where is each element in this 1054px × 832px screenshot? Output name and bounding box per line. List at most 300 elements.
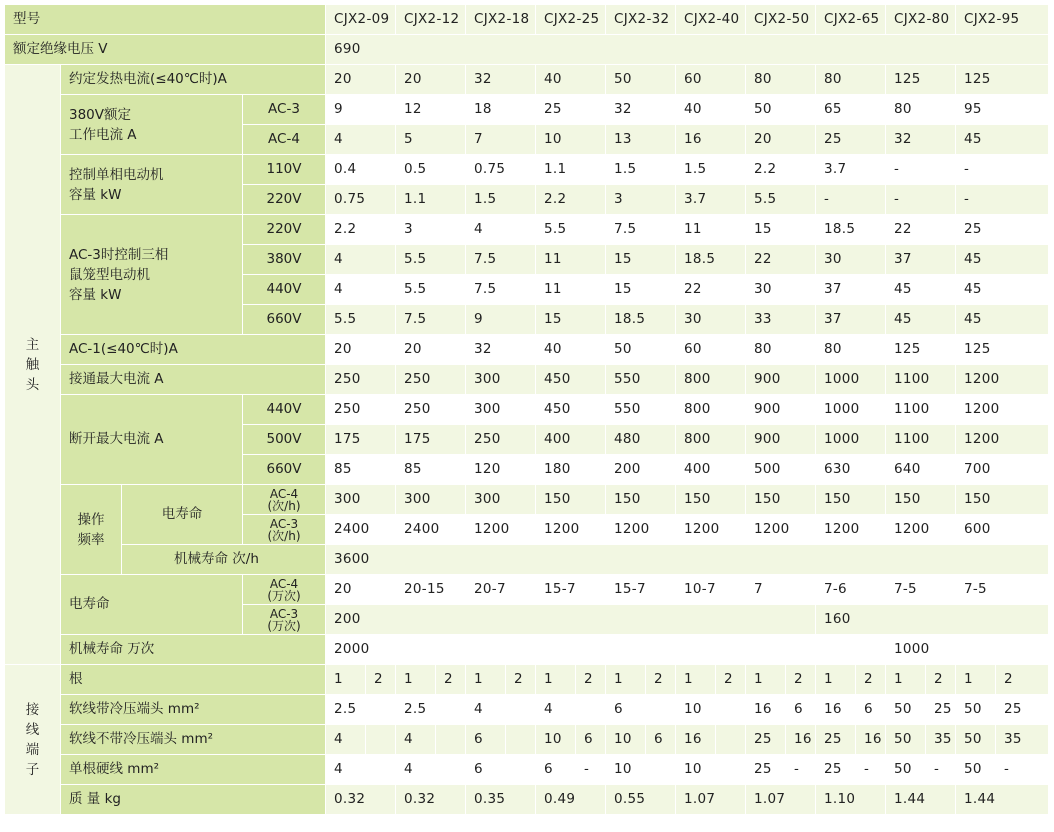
cell: 20	[746, 125, 816, 155]
cell: 600	[956, 515, 1049, 545]
cell: 150	[536, 485, 606, 515]
cell: 2	[366, 665, 396, 695]
rated-ac3-row	[5, 95, 1049, 125]
cell: 630	[816, 455, 886, 485]
cell: 6	[856, 695, 886, 725]
cell: 7-5	[886, 575, 956, 605]
cell: 300	[326, 485, 396, 515]
cell: 4	[326, 725, 366, 755]
cell: 32	[466, 335, 536, 365]
cell: 1200	[466, 515, 536, 545]
op-mech-label: 机械寿命 次/h	[122, 545, 326, 575]
elec-life-ac4-row	[5, 575, 1049, 605]
cell: 800	[676, 395, 746, 425]
label-line: 容量 kW	[69, 286, 122, 303]
cell	[506, 725, 536, 755]
cell: 85	[326, 455, 396, 485]
cell: 40	[536, 335, 606, 365]
cell	[366, 695, 396, 725]
cell: 4	[326, 245, 396, 275]
cell: 18	[466, 95, 536, 125]
cell: 11	[536, 275, 606, 305]
cell: 4	[536, 695, 576, 725]
cell: 45	[956, 305, 1049, 335]
cell: 0.32	[396, 785, 466, 815]
cell: 1000	[886, 635, 1049, 665]
cell: 150	[956, 485, 1049, 515]
model-header: CJX2-25	[536, 5, 606, 35]
cell: 2.5	[396, 695, 436, 725]
ac1-row	[5, 335, 1049, 365]
cell: 9	[466, 305, 536, 335]
cell: 37	[816, 305, 886, 335]
cell: 60	[676, 335, 746, 365]
sub-label: AC-3	[243, 95, 326, 125]
sub-label: 500V	[243, 425, 326, 455]
cell: 80	[816, 65, 886, 95]
cell: 10	[536, 125, 606, 155]
cell: 2.2	[746, 155, 816, 185]
cell: 50	[956, 725, 996, 755]
cell: 400	[676, 455, 746, 485]
insulation-label: 额定绝缘电压 V	[5, 35, 326, 65]
cell: 25	[746, 725, 786, 755]
cell: 33	[746, 305, 816, 335]
sub-label	[243, 605, 326, 635]
cell: 120	[466, 455, 536, 485]
cell: 25	[956, 215, 1049, 245]
cell: 7.5	[466, 245, 536, 275]
cell: 180	[536, 455, 606, 485]
cell: 2	[996, 665, 1049, 695]
cell: 1	[466, 665, 506, 695]
label-line: (次/h)	[267, 528, 301, 543]
cell: 6	[606, 695, 646, 725]
cell: 15-7	[536, 575, 606, 605]
cell: 15	[536, 305, 606, 335]
model-header: CJX2-32	[606, 5, 676, 35]
cell	[366, 755, 396, 785]
cell	[506, 755, 536, 785]
main-contact-text: 主触头	[25, 336, 40, 393]
cell: 6	[466, 755, 506, 785]
cell: 1.07	[746, 785, 816, 815]
cell: 37	[886, 245, 956, 275]
cell: 50	[886, 695, 926, 725]
ac1-label: AC-1(≤40℃时)A	[61, 335, 326, 365]
cell: 1200	[536, 515, 606, 545]
cell: 50	[956, 755, 996, 785]
cell: 60	[676, 65, 746, 95]
cell: 5.5	[746, 185, 816, 215]
cell: 1.44	[956, 785, 1049, 815]
cell: 50	[886, 725, 926, 755]
cell: 85	[396, 455, 466, 485]
cell: -	[576, 755, 606, 785]
cell: 900	[746, 365, 816, 395]
cell: 16	[676, 125, 746, 155]
cell: 0.35	[466, 785, 536, 815]
cell: 16	[746, 695, 786, 725]
cell	[576, 695, 606, 725]
cell: 0.49	[536, 785, 606, 815]
cell: 45	[956, 245, 1049, 275]
cell: -	[956, 155, 1049, 185]
op-elec-life-label: 电寿命	[122, 485, 243, 545]
cell: 1	[536, 665, 576, 695]
cell: 16	[816, 695, 856, 725]
weight-label: 质 量 kg	[61, 785, 326, 815]
cell: 2	[856, 665, 886, 695]
cell: 20	[326, 575, 396, 605]
cell: 25	[536, 95, 606, 125]
cell: 32	[466, 65, 536, 95]
cell: 1200	[606, 515, 676, 545]
cell: 640	[886, 455, 956, 485]
cell: 2	[646, 665, 676, 695]
cell: -	[886, 185, 956, 215]
cell: 5	[396, 125, 466, 155]
sub-label: 440V	[243, 275, 326, 305]
cell: 0.32	[326, 785, 396, 815]
cell: 150	[746, 485, 816, 515]
cell: 800	[676, 425, 746, 455]
cell: 7.5	[396, 305, 466, 335]
cell	[716, 755, 746, 785]
cell: 5.5	[396, 275, 466, 305]
cell: 480	[606, 425, 676, 455]
cell: 250	[466, 425, 536, 455]
cell: 7.5	[466, 275, 536, 305]
cell: 2	[926, 665, 956, 695]
cell: 6	[646, 725, 676, 755]
sub-label: 660V	[243, 305, 326, 335]
cell: 20-15	[396, 575, 466, 605]
label-line: 控制单相电动机	[69, 166, 164, 183]
cell	[716, 725, 746, 755]
opfreq-ac4-row	[5, 485, 1049, 515]
cell: 7-5	[956, 575, 1049, 605]
cell: 25	[816, 755, 856, 785]
cell: 900	[746, 395, 816, 425]
cell	[436, 725, 466, 755]
cell: 1200	[956, 365, 1049, 395]
cell: 5.5	[396, 245, 466, 275]
cell: 1200	[816, 515, 886, 545]
cell: 1	[606, 665, 646, 695]
cell: 3.7	[816, 155, 886, 185]
cell: 900	[746, 425, 816, 455]
cell: 25	[996, 695, 1049, 725]
cell: 1	[326, 665, 366, 695]
cell: 0.5	[396, 155, 466, 185]
make-current-row	[5, 365, 1049, 395]
cell: 1000	[816, 395, 886, 425]
cell: 45	[956, 125, 1049, 155]
soft-with-label: 软线带冷压端头 mm²	[61, 695, 326, 725]
cell: 40	[536, 65, 606, 95]
cell: 1	[746, 665, 786, 695]
cell: 15	[606, 275, 676, 305]
cell: 1200	[746, 515, 816, 545]
cell: 2000	[326, 635, 886, 665]
cell: 160	[816, 605, 1049, 635]
cell: 4	[466, 215, 536, 245]
cell: 800	[676, 365, 746, 395]
cell: 50	[886, 755, 926, 785]
single-phase-label	[61, 155, 243, 215]
cell: 40	[676, 95, 746, 125]
cell: -	[996, 755, 1049, 785]
cell: 125	[956, 335, 1049, 365]
cell: 7	[746, 575, 816, 605]
cell: 3.7	[676, 185, 746, 215]
soft-without-label: 软线不带冷压端头 mm²	[61, 725, 326, 755]
mech-life-label: 机械寿命 万次	[61, 635, 326, 665]
cell: 0.4	[326, 155, 396, 185]
cell	[646, 755, 676, 785]
op-freq-label	[61, 485, 122, 575]
cell: 80	[886, 95, 956, 125]
model-header: CJX2-50	[746, 5, 816, 35]
cell: 18.5	[606, 305, 676, 335]
cell: 1200	[886, 515, 956, 545]
cell: 1.44	[886, 785, 956, 815]
sub-label: AC-4	[243, 125, 326, 155]
sub-label	[243, 515, 326, 545]
cell: 1100	[886, 365, 956, 395]
cell: 175	[326, 425, 396, 455]
cell: 4	[396, 725, 436, 755]
cell	[506, 695, 536, 725]
cell: 150	[676, 485, 746, 515]
single-110-row	[5, 155, 1049, 185]
sub-label: 440V	[243, 395, 326, 425]
model-header: CJX2-80	[886, 5, 956, 35]
cell: 45	[886, 305, 956, 335]
cell: 15	[746, 215, 816, 245]
cell: 550	[606, 365, 676, 395]
label-line: AC-3时控制三相	[69, 246, 169, 263]
cell: 1.10	[816, 785, 886, 815]
cell: 15-7	[606, 575, 676, 605]
cell: 45	[886, 275, 956, 305]
cell: 25	[746, 755, 786, 785]
insulation-value: 690	[326, 35, 1049, 65]
cell: 200	[606, 455, 676, 485]
main-contact-group-label	[5, 65, 61, 665]
cell: 50	[606, 65, 676, 95]
cell: 4	[326, 275, 396, 305]
cell: 1	[956, 665, 996, 695]
sub-label: 660V	[243, 455, 326, 485]
cell: 150	[816, 485, 886, 515]
model-header: CJX2-40	[676, 5, 746, 35]
cell: -	[926, 755, 956, 785]
cell: 10-7	[676, 575, 746, 605]
cell: 80	[816, 335, 886, 365]
cell: 80	[746, 335, 816, 365]
cell: 550	[606, 395, 676, 425]
cell: 4	[326, 125, 396, 155]
cell: 3	[606, 185, 676, 215]
cell: 1000	[816, 425, 886, 455]
rated-current-label	[61, 95, 243, 155]
cell: 5.5	[326, 305, 396, 335]
cell: 10	[606, 755, 646, 785]
label-line: 容量 kW	[69, 186, 122, 203]
cell: 18.5	[676, 245, 746, 275]
cell: 35	[926, 725, 956, 755]
cell: -	[956, 185, 1049, 215]
cell: 2.5	[326, 695, 366, 725]
cell: 9	[326, 95, 396, 125]
cell: 1.5	[606, 155, 676, 185]
cell: 2	[786, 665, 816, 695]
cell: 6	[536, 755, 576, 785]
label-line: AC-4	[269, 486, 299, 501]
cell: 25	[816, 125, 886, 155]
sub-label	[243, 485, 326, 515]
cell: 125	[886, 335, 956, 365]
cell: 25	[926, 695, 956, 725]
cell: 250	[396, 395, 466, 425]
cell	[716, 695, 746, 725]
three-220-row	[5, 215, 1049, 245]
cell: 30	[746, 275, 816, 305]
cell	[436, 755, 466, 785]
cell	[436, 695, 466, 725]
cell: -	[856, 755, 886, 785]
cell: 3	[396, 215, 466, 245]
cell: 12	[396, 95, 466, 125]
cell: 20	[326, 65, 396, 95]
cell: 95	[956, 95, 1049, 125]
solid-wire-label: 单根硬线 mm²	[61, 755, 326, 785]
cell: 2.2	[326, 215, 396, 245]
cell: 450	[536, 395, 606, 425]
cell: 10	[676, 755, 716, 785]
spec-table	[4, 4, 1049, 815]
mech-life-row	[5, 635, 1049, 665]
cell: 300	[466, 365, 536, 395]
cell: 22	[886, 215, 956, 245]
cell: 125	[886, 65, 956, 95]
cell: 1	[816, 665, 856, 695]
sub-label: 380V	[243, 245, 326, 275]
cell: 32	[886, 125, 956, 155]
cell: 10	[606, 725, 646, 755]
cell: 20	[396, 335, 466, 365]
cell: 1.1	[396, 185, 466, 215]
cell: 200	[326, 605, 816, 635]
cell: 16	[676, 725, 716, 755]
cell: 5.5	[536, 215, 606, 245]
cell: 20	[326, 335, 396, 365]
cell: 37	[816, 275, 886, 305]
label-line: AC-3	[269, 516, 299, 531]
cell: -	[816, 185, 886, 215]
terminal-count-label: 根	[61, 665, 326, 695]
sub-label	[243, 575, 326, 605]
cell: -	[786, 755, 816, 785]
cell: 125	[956, 65, 1049, 95]
thermal-row	[5, 65, 1049, 95]
terminal-count-row	[5, 665, 1049, 695]
cell: 11	[676, 215, 746, 245]
make-current-label: 接通最大电流 A	[61, 365, 326, 395]
cell: 0.75	[466, 155, 536, 185]
cell: 7	[466, 125, 536, 155]
cell: 1	[886, 665, 926, 695]
cell: 2.2	[536, 185, 606, 215]
cell: 1	[396, 665, 436, 695]
solid-wire-row	[5, 755, 1049, 785]
sub-label: 220V	[243, 185, 326, 215]
cell: 18.5	[816, 215, 886, 245]
cell: 4	[326, 755, 366, 785]
cell: 11	[536, 245, 606, 275]
cell: 2	[506, 665, 536, 695]
cell: 25	[816, 725, 856, 755]
cell: 7.5	[606, 215, 676, 245]
cell: 6	[466, 725, 506, 755]
cell: 30	[676, 305, 746, 335]
cell: 2400	[396, 515, 466, 545]
cell: 6	[576, 725, 606, 755]
cell: 1.5	[676, 155, 746, 185]
cell: 16	[856, 725, 886, 755]
cell: -	[886, 155, 956, 185]
model-header: CJX2-18	[466, 5, 536, 35]
cell: 500	[746, 455, 816, 485]
cell: 1.5	[466, 185, 536, 215]
cell: 7-6	[816, 575, 886, 605]
three-phase-label	[61, 215, 243, 335]
opfreq-mech-row	[5, 545, 1049, 575]
model-header: CJX2-12	[396, 5, 466, 35]
label-line: AC-3	[269, 606, 299, 621]
cell: 175	[396, 425, 466, 455]
cell: 1000	[816, 365, 886, 395]
cell: 45	[956, 275, 1049, 305]
header-row	[5, 5, 1049, 35]
cell: 250	[326, 395, 396, 425]
cell: 30	[816, 245, 886, 275]
model-header: CJX2-95	[956, 5, 1049, 35]
cell: 6	[786, 695, 816, 725]
label-line: 380V额定	[69, 106, 132, 123]
cell: 2400	[326, 515, 396, 545]
cell: 10	[676, 695, 716, 725]
cell: 450	[536, 365, 606, 395]
cell: 20	[396, 65, 466, 95]
cell: 13	[606, 125, 676, 155]
label-line: (万次)	[267, 588, 301, 603]
cell: 400	[536, 425, 606, 455]
cell: 700	[956, 455, 1049, 485]
cell: 250	[326, 365, 396, 395]
cell	[646, 695, 676, 725]
cell: 3600	[326, 545, 1049, 575]
break-440-row	[5, 395, 1049, 425]
cell: 15	[606, 245, 676, 275]
cell: 35	[996, 725, 1049, 755]
break-current-label: 断开最大电流 A	[61, 395, 243, 485]
cell: 2	[576, 665, 606, 695]
cell: 2	[716, 665, 746, 695]
cell	[366, 725, 396, 755]
